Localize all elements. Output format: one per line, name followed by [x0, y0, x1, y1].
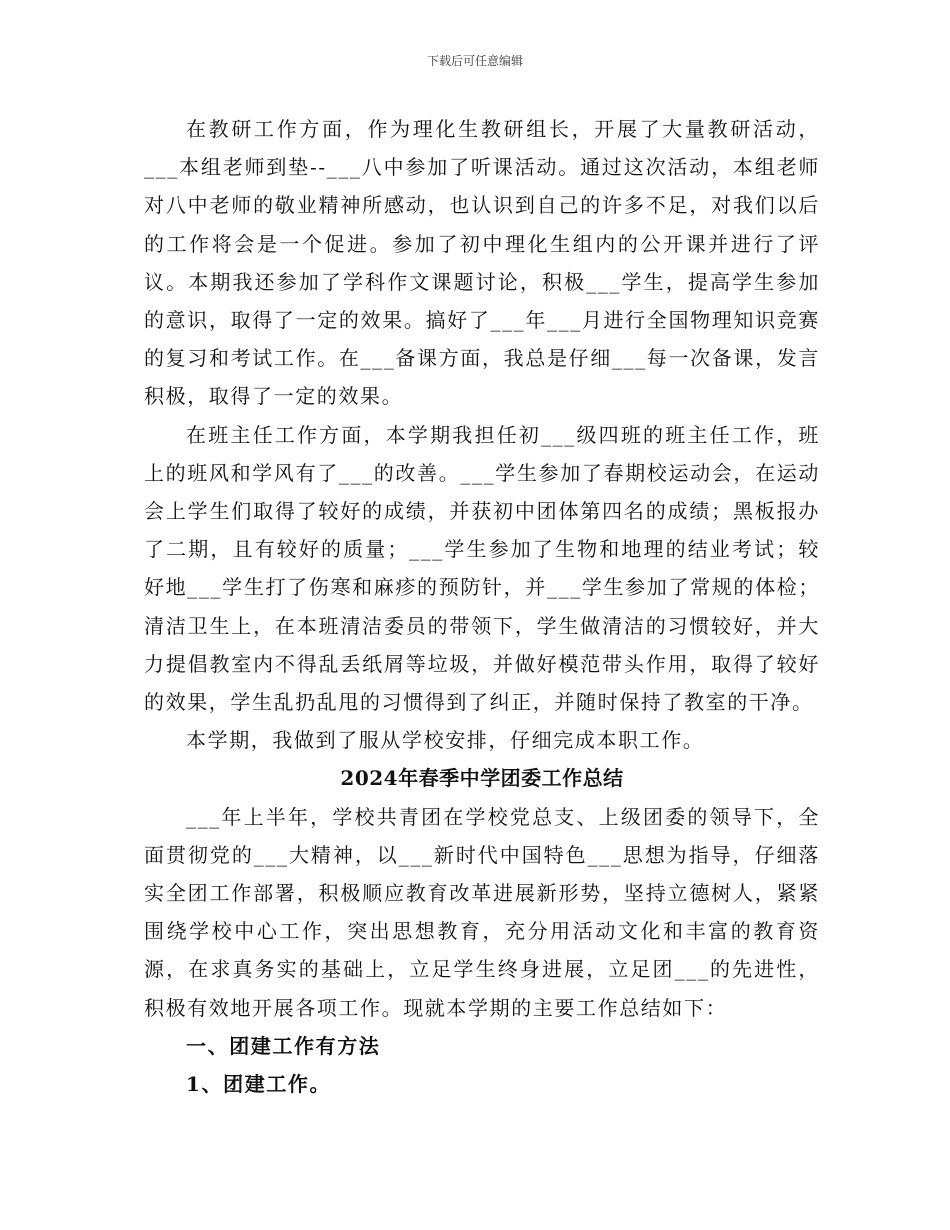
header-note: 下载后可任意编辑 — [426, 54, 523, 68]
paragraph-class-teacher-work: 在班主任工作方面，本学期我担任初___级四班的班主任工作，班上的班风和学风有了___的改善。___学生参加了春期校运动会，在运动会上学生们取得了较好的成绩，并获初中团体第四名的成绩；黑板报办了二期，且有较好的质量；___学生参加了生物和地理的结业考试；较好地___学生打了伤寒和麻疹的预防针，并___学生参加了常规的体检；清洁卫生上，在本班清洁委员的带领下，学生做清洁的习惯较好，并大力提倡教室内不得乱丢纸屑等垃圾，并做好模范带头作用，取得了较好的效果，学生乱扔乱甩的习惯得到了纠正，并随时保持了教室的干净。 — [144, 422, 820, 715]
paragraph-research-work: 在教研工作方面，作为理化生教研组长，开展了大量教研活动，___本组老师到垫--___八中参加了听课活动。通过这次活动，本组老师对八中老师的敬业精神所感动，也认识到自己的许多不足，对我们以后的工作将会是一个促进。参加了初中理化生组内的公开课并进行了评议。本期我还参加了学科作文课题讨论，积极___学生，提高学生参加的意识，取得了一定的效果。搞好了___年___月进行全国物理知识竞赛的复习和考试工作。在___备课方面，我总是仔细___每一次备课，发言积极，取得了一定的效果。 — [144, 117, 820, 409]
heading-league-building-work: 1、团建工作。 — [186, 1072, 332, 1097]
section-title: 2024年春季中学团委工作总结 — [340, 766, 624, 791]
heading-league-building-method: 一、团建工作有方法 — [186, 1033, 381, 1058]
paragraph-league-intro: ___年上半年，学校共青团在学校党总支、上级团委的领导下，全面贯彻党的___大精神，以___新时代中国特色___思想为指导，仔细落实全团工作部署，积极顺应教育改革进展新形势，坚持立德树人，紧紧围绕学校中心工作，突出思想教育，充分用活动文化和丰富的教育资源，在求真务实的基础上，立足学生终身进展，立足团___的先进性，积极有效地开展各项工作。现就本学期的主要工作总结如下： — [144, 804, 820, 1020]
document-body — [144, 110, 820, 1103]
paragraph-semester-summary: 本学期，我做到了服从学校安排，仔细完成本职工作。 — [186, 728, 705, 753]
